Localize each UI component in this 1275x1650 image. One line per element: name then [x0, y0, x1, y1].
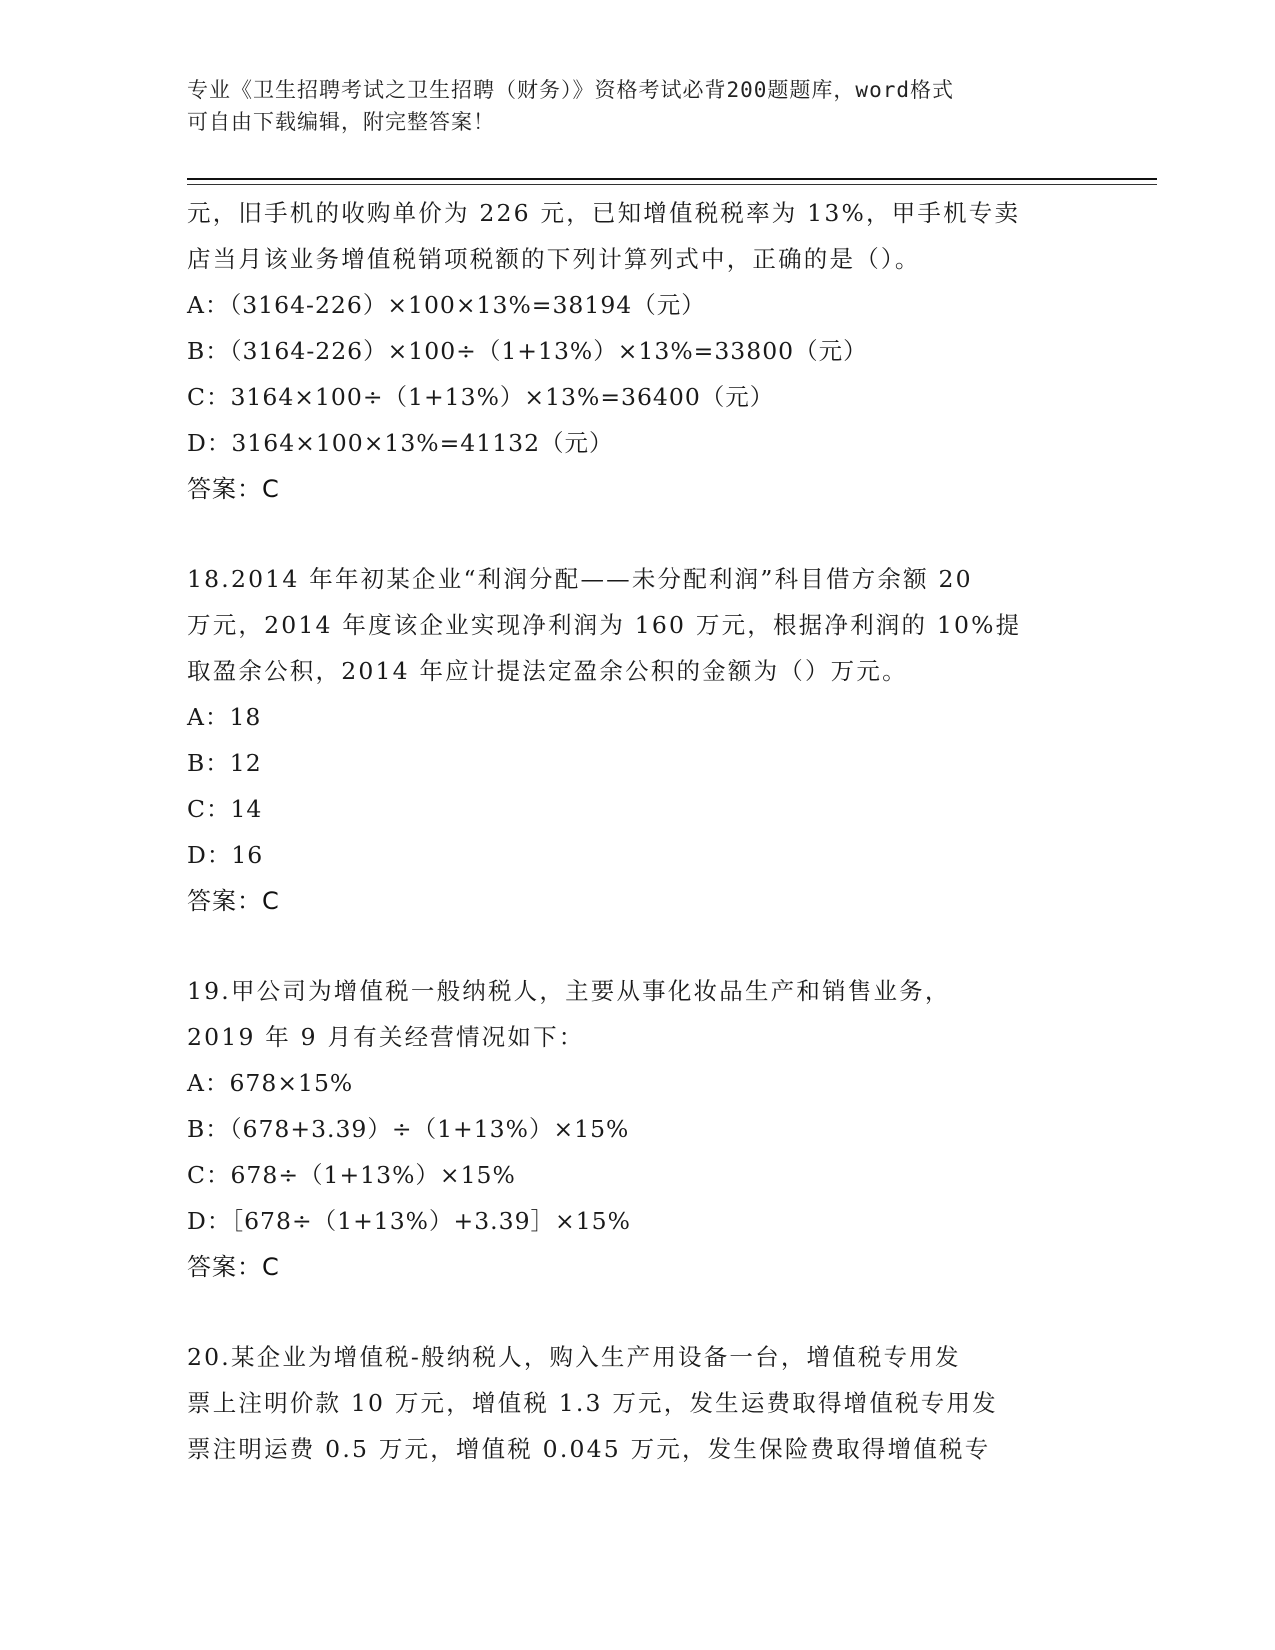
spacer: [187, 512, 1087, 556]
option-d: D：［678÷（1+13%）+3.39］×15%: [187, 1207, 631, 1235]
option-b: B：12: [187, 749, 262, 777]
question-text-line: 取盈余公积，2014 年应计提法定盈余公积的金额为（）万元。: [187, 657, 908, 685]
question-text-line: 20.某企业为增值税-般纳税人，购入生产用设备一台，增值税专用发: [187, 1343, 961, 1371]
header-title-line-1: 专业《卫生招聘考试之卫生招聘（财务）》资格考试必背200题题库，word格式: [187, 78, 954, 102]
option-d: D：16: [187, 841, 264, 869]
question-text-line: 19.甲公司为增值税一般纳税人，主要从事化妆品生产和销售业务，: [187, 977, 951, 1005]
spacer: [187, 1290, 1087, 1334]
question-text-line: 万元，2014 年度该企业实现净利润为 160 万元，根据净利润的 10%提: [187, 611, 1022, 639]
question-text-line: 票上注明价款 10 万元，增值税 1.3 万元，发生运费取得增值税专用发: [187, 1389, 998, 1417]
question-text-line: 元，旧手机的收购单价为 226 元，已知增值税税率为 13%，甲手机专卖: [187, 199, 1021, 227]
header-title-line-2: 可自由下载编辑，附完整答案！: [187, 110, 495, 134]
question-text-line: 18.2014 年年初某企业“利润分配——未分配利润”科目借方余额 20: [187, 565, 973, 593]
question-text-line: 店当月该业务增值税销项税额的下列计算列式中，正确的是（）。: [187, 245, 921, 273]
question-20: [187, 1334, 1087, 1472]
option-a: A：18: [187, 703, 262, 731]
option-c: C：14: [187, 795, 263, 823]
spacer: [187, 924, 1087, 968]
header-rule-thick: [187, 178, 1157, 180]
answer-line: 答案：C: [187, 887, 280, 915]
option-b: B：（678+3.39）÷（1+13%）×15%: [187, 1115, 630, 1143]
option-a: A：（3164-226）×100×13%=38194（元）: [187, 291, 706, 319]
document-body: [187, 190, 1087, 1472]
option-d: D：3164×100×13%=41132（元）: [187, 429, 614, 457]
option-c: C：678÷（1+13%）×15%: [187, 1161, 516, 1189]
question-17: [187, 190, 1087, 512]
question-18: [187, 556, 1087, 924]
question-text-line: 票注明运费 0.5 万元，增值税 0.045 万元，发生保险费取得增值税专: [187, 1435, 991, 1463]
question-19: [187, 968, 1087, 1290]
option-b: B：（3164-226）×100÷（1+13%）×13%=33800（元）: [187, 337, 868, 365]
header-rule-thin: [187, 184, 1157, 185]
option-c: C：3164×100÷（1+13%）×13%=36400（元）: [187, 383, 775, 411]
question-text-line: 2019 年 9 月有关经营情况如下：: [187, 1023, 585, 1051]
option-a: A：678×15%: [187, 1069, 354, 1097]
document-header: [187, 74, 1067, 138]
answer-line: 答案：C: [187, 1253, 280, 1281]
answer-line: 答案：C: [187, 475, 280, 503]
